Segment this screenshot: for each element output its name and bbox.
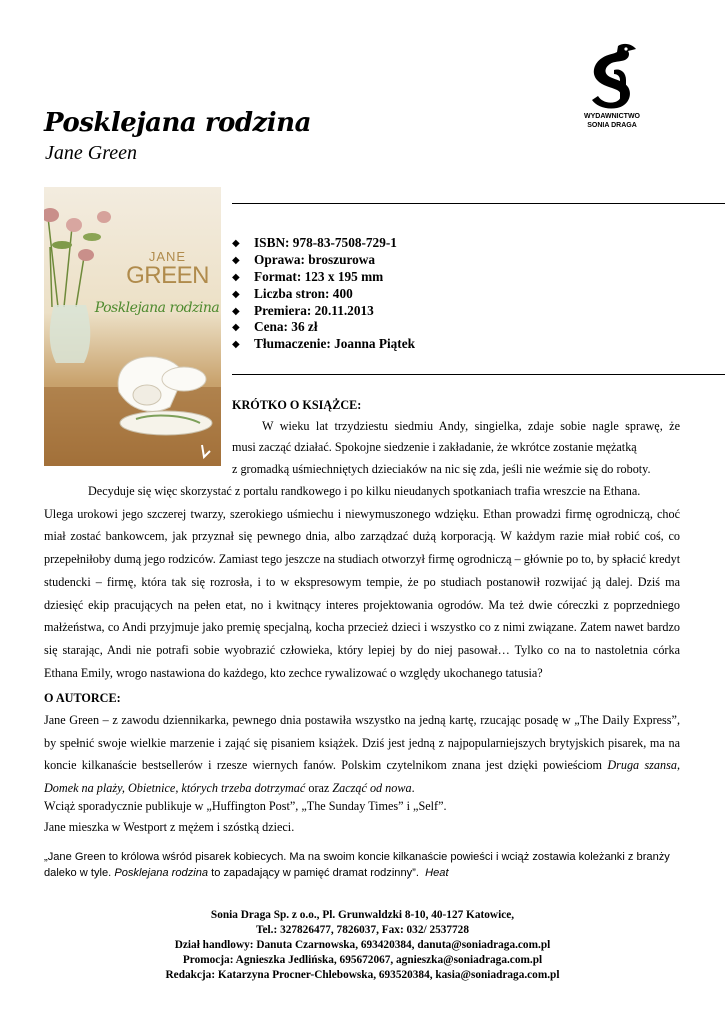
bio-line: Wciąż sporadycznie publikuje w „Huffington Post”, „The Sunday Times” i „Self”. (44, 799, 447, 813)
diamond-bullet-icon: ◆ (232, 322, 240, 334)
detail-format: ◆ Format: 123 x 195 mm (232, 269, 415, 286)
synopsis-line: studencki – firmę, która tak się rozrosła, i to w ekspresowym tempie, że po studiach postanowił rozwijać ją dalej. Dziś ma (44, 574, 680, 589)
divider-top (232, 203, 725, 204)
bio-line: by spełnić swoje wielkie marzenie i zająć się pisaniem książek. Dziś jest jedną z najpopularniejszych brytyjskich pisarek, ma na (44, 735, 680, 750)
about-book-heading: KRÓTKO O KSIĄŻCE: (232, 398, 362, 412)
book-title: Posklejana rodzina (44, 108, 311, 138)
divider-bottom (232, 374, 725, 375)
synopsis-line: musi zacząć działać. Spokojne siedzenie i zakładanie, że wkrótce zostanie mężatką (232, 440, 637, 454)
about-author-heading: O AUTORCE: (44, 691, 121, 705)
diamond-bullet-icon: ◆ (232, 339, 240, 351)
synopsis-line: Ethana Emily, wrogo nastawiona do każdego, kto zechce rywalizować o względy ukochanego tatusia? (44, 665, 543, 680)
synopsis-line: miał zostać bankowcem, jak przyznał się pewnego dnia, albo zarządzać dużą korporacją. W każdym razie miał robić coś, co (44, 529, 680, 544)
contact-footer (60, 908, 665, 983)
detail-translation: ◆ Tłumaczenie: Joanna Piątek (232, 336, 415, 353)
author-bio (44, 709, 680, 800)
bio-line: koncie kilkanaście bestsellerów i rzesze wiernych fanów. Polskim czytelnikom znana jest dzięki powieściom Druga szansa, (44, 758, 681, 773)
detail-price: ◆ Cena: 36 zł (232, 319, 415, 336)
diamond-bullet-icon: ◆ (232, 305, 240, 317)
publisher-bird-icon (584, 40, 640, 112)
synopsis-line: W wieku lat trzydziestu siedmiu Andy, singielka, zdaje sobie nagle sprawę, że (262, 419, 680, 433)
footer-company: Sonia Draga Sp. z o.o., Pl. Grunwaldzki 8-10, 40-127 Katowice, (210, 909, 515, 921)
detail-pages: ◆ Liczba stron: 400 (232, 286, 415, 303)
bio-line: Domek na plaży, Obietnice, których trzeba dotrzymać oraz Zacząć od nowa. (44, 781, 415, 796)
diamond-bullet-icon: ◆ (232, 238, 240, 249)
detail-isbn: ◆ ISBN: 978-83-7508-729-1 (232, 235, 415, 252)
synopsis-line: się starając, Andi nie potrafi sobie wyobrazić człowieka, który lepiej by do niej pasował… Tylko co na to nastoletnia córka (44, 642, 680, 657)
diamond-bullet-icon: ◆ (232, 288, 240, 300)
cover-author-first: JANE (148, 249, 187, 264)
synopsis-line: dziesięć ekip pracujących na pełen etat, no i kwitnący interes projektowania ogrodów. Ma też dwie córeczki z poprzedniego (44, 597, 680, 612)
cover-title: Posklejana rodzina (94, 300, 220, 316)
book-author: Jane Green (45, 142, 137, 164)
synopsis-line: Decyduje się więc skorzystać z portalu randkowego i po kilku nieudanych spotkaniach trafia wreszcie na Ethana. (88, 484, 641, 498)
book-details-list (232, 235, 415, 353)
publisher-logo (572, 40, 652, 135)
detail-release: ◆ Premiera: 20.11.2013 (232, 303, 415, 320)
bio-line: Jane mieszka w Westport z mężem i szóstką dzieci. (44, 820, 295, 834)
diamond-bullet-icon: ◆ (232, 271, 240, 283)
synopsis-body (44, 480, 680, 684)
publisher-name-line1: WYDAWNICTWO (584, 113, 640, 120)
press-quote: „Jane Green to królowa wśród pisarek kobiecych. Ma na swoim koncie kilkanaście powieści i wciąż zostawia koleżanki z branży daleko w tyle. Posklejana rodzina to zapadający w pamięć dramat rodzinny”. Heat (44, 851, 670, 879)
cover-author-last: GREEN (126, 262, 209, 289)
detail-binding: ◆ Oprawa: broszurowa (232, 252, 415, 269)
diamond-bullet-icon: ◆ (232, 254, 240, 266)
footer-phone: Tel.: 327826477, 7826037, Fax: 032/ 2537728 (256, 923, 469, 936)
book-ref: Druga szansa, (607, 758, 681, 773)
quote-book-title: Posklejana rodzina (114, 866, 209, 879)
quote-source: Heat (425, 866, 449, 879)
book-ref: Domek na plaży, Obietnice, których trzeba dotrzymać (44, 781, 306, 796)
bio-line: Jane Green – z zawodu dziennikarka, pewnego dnia postawiła wszystko na jedną kartę, rzucając posadę w „The Daily Express”, (44, 713, 680, 727)
footer-editorial: Redakcja: Katarzyna Procner-Chlebowska, 693520384, kasia@soniadraga.com.pl (165, 968, 560, 981)
cover-illustration (44, 187, 221, 466)
synopsis-line: Ulega urokowi jego szczerej twarzy, szerokiego uśmiechu i niewymuszonego wdzięku. Ethan prowadzi firmę ogrodniczą, choć (44, 506, 680, 521)
publisher-name-line2: SONIA DRAGA (587, 122, 637, 129)
book-ref: Zacząć od nowa (332, 781, 412, 796)
footer-sales: Dział handlowy: Danuta Czarnowska, 693420384, danuta@soniadraga.com.pl (174, 938, 551, 951)
synopsis-line: przepełniłoby dumą jego rodziców. Zamiast tego jeszcze na studiach otworzył firmę ogrodniczą – głównie po to, by spłacić kredyt (44, 552, 681, 567)
synopsis-line: z gromadką uśmiechniętych dzieciaków na nic się zda, jeśli nie weźmie się do roboty. (232, 462, 651, 476)
synopsis-line: małżeństwa, co Andi przyjmuje jako premię specjalną, kocha przecież dzieci i wszystko co z nimi związane. Zatem nawet bardzo (44, 620, 680, 635)
book-cover (44, 187, 221, 466)
footer-promo: Promocja: Agnieszka Jedlińska, 695672067, agnieszka@soniadraga.com.pl (182, 953, 543, 966)
